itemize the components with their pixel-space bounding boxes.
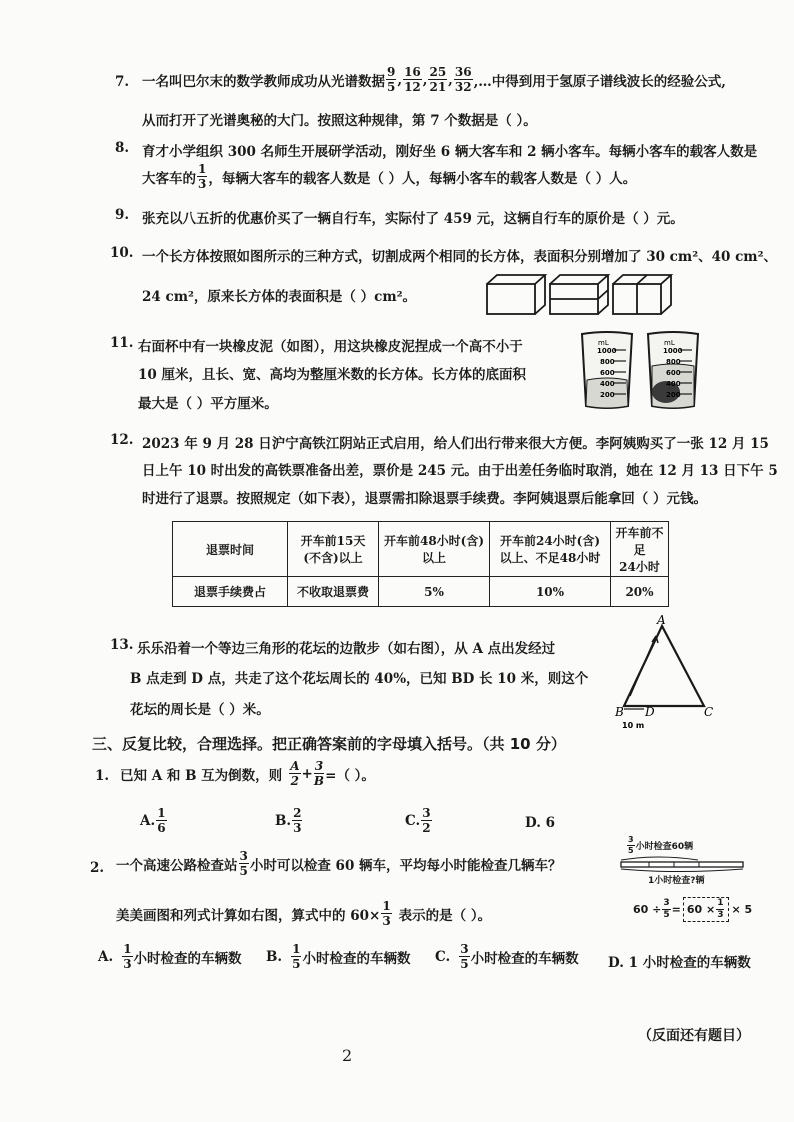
segment-bar [618, 854, 746, 872]
question-number: 13. [110, 637, 134, 653]
cup-tick-label: 200 [666, 391, 681, 399]
question-text: 大客车的 [142, 170, 196, 187]
question-text: ,…中得到用于氢原子谱线波长的经验公式, [473, 73, 726, 90]
choice-option-a[interactable]: A. $\frac{1}{6}$ [140, 806, 166, 835]
table-header-cell: 开车前48小时(含) 以上 [379, 522, 490, 577]
fraction: $\frac{9}{5}$ [387, 65, 396, 94]
question-number: 9. [115, 207, 130, 223]
question-text: 一个高速公路检查站 [116, 857, 238, 874]
table-row [173, 522, 669, 577]
question-text: 已知 A 和 B 互为倒数，则 [120, 767, 283, 784]
question-number: 8. [115, 140, 130, 156]
question-number: 2. [90, 860, 105, 876]
point-label-d: D [645, 705, 655, 719]
question-number: 12. [110, 432, 134, 448]
question-text: 表示的是（ ）。 [398, 907, 492, 924]
cuboid-cut-figures [484, 272, 674, 318]
question-12-line-1: 2023 年 9 月 28 日沪宁高铁江阴站正式启用，给人们出行带来很大方便。李阿姨购买了一张 12 月 15 [142, 436, 769, 452]
page-number: 2 [342, 1046, 353, 1065]
section-heading: 三、反复比较，合理选择。把正确答案前的字母填入括号。（共 10 分） [92, 735, 566, 753]
formula-figure: 60 ÷ $\frac{3}{5}$ = 60 × $\frac{1}{3}$ × 5 [633, 898, 753, 920]
table-row [173, 577, 669, 607]
question-10-line-1: 一个长方体按照如图所示的三种方式，切割成两个相同的长方体，表面积分别增加了 30 cm²、40 cm²、 [142, 249, 778, 265]
vertex-label-a: A [657, 613, 666, 627]
choice-option-d[interactable]: D. 1 小时检查的车辆数 [608, 955, 751, 971]
cup-tick-label: 200 [600, 391, 615, 399]
fraction: $\frac{16}{12}$ [404, 65, 421, 94]
question-8-line-1: 育才小学组织 300 名师生开展研学活动，刚好坐 6 辆大客车和 2 辆小客车。每辆小客车的载客人数是 [142, 144, 758, 160]
table-header-cell: 退票时间 [173, 522, 288, 577]
table-cell: 5% [379, 577, 490, 607]
dashed-highlight-box: 60 × $\frac{1}{3}$ [683, 897, 730, 922]
fraction: $\frac{25}{21}$ [429, 65, 447, 94]
vertex-label-c: C [704, 705, 714, 719]
fraction: $\frac{36}{32}$ [454, 65, 472, 94]
question-8-line-2 [142, 163, 636, 190]
question-12-line-2: 日上午 10 时出发的高铁票准备出差，票价是 245 元。由于出差任务临时取消，她在 12 月 13 日下午 5 [142, 463, 778, 479]
fraction: $\frac{3}{5}$ [239, 849, 248, 878]
question-11-line-1: 右面杯中有一块橡皮泥（如图），用这块橡皮泥捏成一个高不小于 [138, 339, 523, 355]
cup-tick-label: 400 [600, 380, 615, 388]
vertex-label-b: B [615, 705, 624, 719]
cup-tick-label: 400 [666, 380, 681, 388]
question-text: 小时可以检查 60 辆车，平均每小时能检查几辆车？ [249, 857, 562, 874]
plus-sign: + [301, 765, 313, 782]
question-7-line-2: 从而打开了光谱奥秘的大门。按照这种规律，第 7 个数据是（ ）。 [142, 113, 537, 129]
choice-option-a[interactable]: A. $\frac{1}{3}$ 小时检查的车辆数 [98, 942, 242, 971]
question-13-line-2: B 点走到 D 点，共走了这个花坛周长的 40%，已知 BD 长 10 米，则这个 [130, 671, 589, 687]
table-cell: 10% [490, 577, 611, 607]
fraction: $\frac{3}{2}$ [422, 806, 431, 835]
segment-length-label: 10 m [622, 721, 645, 730]
question-number: 11. [110, 335, 134, 351]
fraction: $\frac{2}{3}$ [293, 806, 302, 835]
fraction: $\frac{A}{2}$ [290, 759, 300, 788]
measuring-cup-before [578, 330, 636, 410]
cup-tick-label: 600 [666, 369, 681, 377]
equilateral-triangle-figure [612, 612, 722, 734]
question-13-line-3: 花坛的周长是（ ）米。 [130, 702, 270, 718]
table-header-cell: 开车前24小时(含) 以上、不足48小时 [490, 522, 611, 577]
question-number: 1. [95, 768, 110, 784]
cup-tick-label: 600 [600, 369, 615, 377]
measuring-cup-with-clay [644, 330, 702, 410]
question-text: ，每辆大客车的载客人数是（ ）人，每辆小客车的载客人数是（ ）人。 [208, 170, 637, 187]
cup-unit-label: mL [664, 339, 675, 347]
fraction: $\frac{1}{3}$ [198, 162, 207, 191]
table-cell: 退票手续费占 [173, 577, 288, 607]
cuboid-figure-1 [487, 275, 545, 314]
table-header-cell: 开车前不足 24小时 [611, 522, 669, 577]
cuboid-figure-3 [613, 275, 671, 314]
choice-question-2-line-1 [116, 850, 562, 877]
table-cell: 不收取退票费 [288, 577, 379, 607]
question-text: 美美画图和列式计算如右图，算式中的 60× [116, 907, 381, 924]
question-11-line-3: 最大是（ ）平方厘米。 [138, 396, 278, 412]
question-10-line-2: 24 cm²，原来长方体的表面积是（ ）cm²。 [142, 289, 417, 305]
question-12-line-3: 时进行了退票。按照规定（如下表），退票需扣除退票手续费。李阿姨退票后能拿回（ ）元钱。 [142, 491, 707, 507]
table-header-cell: 开车前15天 (不含)以上 [288, 522, 379, 577]
footer-note: （反面还有题目） [638, 1028, 750, 1044]
question-7-line-1: 一名叫巴尔末的数学教师成功从光谱数据 $\frac{9}{5}$ , $\frac{16}{12}$ , $\frac{25}{21}$ , $\frac{36}{32}$ ,…中得到用于氢原子谱线波长的经验公式, [142, 65, 726, 94]
table-cell: 20% [611, 577, 669, 607]
fraction: $\frac{3}{B}$ [313, 759, 325, 788]
cup-tick-label: 800 [666, 358, 681, 366]
cup-tick-label: 800 [600, 358, 615, 366]
choice-option-c[interactable]: C. $\frac{3}{2}$ [405, 806, 431, 835]
fraction: $\frac{1}{6}$ [157, 806, 166, 835]
choice-question-2-line-2 [116, 900, 491, 927]
choice-option-b[interactable]: B. $\frac{1}{5}$ 小时检查的车辆数 [266, 942, 411, 971]
choice-question-1 [120, 760, 375, 787]
question-number: 10. [110, 245, 134, 261]
diagram-top-label: $\frac{3}{5}$ 小时检查60辆 [628, 835, 694, 855]
question-number: 7. [115, 74, 130, 90]
question-13-line-1: 乐乐沿着一个等边三角形的花坛的边散步（如右图），从 A 点出发经过 [137, 641, 556, 657]
question-9-text: 张充以八五折的优惠价买了一辆自行车，实际付了 459 元，这辆自行车的原价是（ ）元。 [142, 211, 684, 227]
cup-tick-label: 1000 [597, 347, 617, 355]
cuboid-figure-2 [550, 275, 608, 314]
choice-option-d[interactable]: D. 6 [525, 815, 556, 831]
question-text: =（ ）。 [325, 767, 375, 784]
diagram-bottom-label: 1小时检查?辆 [648, 876, 705, 886]
cup-unit-label: mL [598, 339, 609, 347]
question-11-line-2: 10 厘米，且长、宽、高均为整厘米数的长方体。长方体的底面积 [138, 367, 526, 383]
refund-fee-table [172, 521, 669, 607]
question-text: 一名叫巴尔末的数学教师成功从光谱数据 [142, 73, 385, 90]
line-segment-diagram [618, 836, 746, 884]
fraction: $\frac{1}{3}$ [382, 899, 391, 928]
choice-option-c[interactable]: C. $\frac{3}{5}$ 小时检查的车辆数 [435, 942, 579, 971]
cup-tick-label: 1000 [663, 347, 683, 355]
choice-option-b[interactable]: B. $\frac{2}{3}$ [275, 806, 302, 835]
